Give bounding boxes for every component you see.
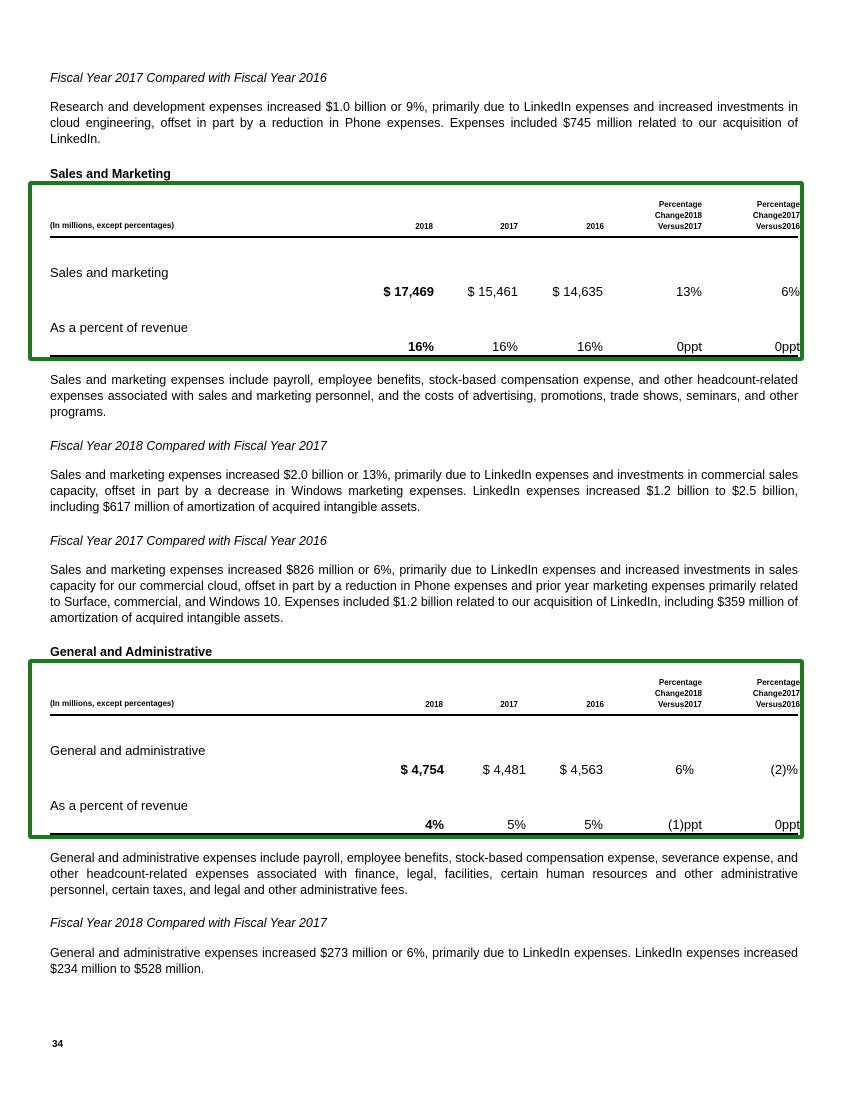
cell-sm-2017: $ 15,461 bbox=[467, 284, 518, 299]
cell-sm-change-17: 6% bbox=[781, 284, 800, 299]
ga-table bbox=[28, 659, 804, 839]
cell-pct-2018: 4% bbox=[425, 817, 444, 832]
col-2018: 2018 bbox=[425, 700, 443, 709]
table-header-label: (In millions, except percentages) bbox=[50, 221, 175, 230]
cell-pct-2017: 5% bbox=[507, 817, 526, 832]
cell-pct-2016: 5% bbox=[584, 817, 603, 832]
ga-heading: General and Administrative bbox=[50, 645, 213, 659]
col-2016: 2016 bbox=[586, 700, 604, 709]
cell-pct-change-17: 0ppt bbox=[774, 817, 800, 832]
row-label-percent-revenue: As a percent of revenue bbox=[50, 320, 189, 335]
page-number: 34 bbox=[52, 1039, 64, 1050]
ga-fy18-paragraph: General and administrative expenses increased $273 million or 6%, primarily due to LinkedIn expenses. LinkedIn expenses increased $234 million to $528 million. bbox=[50, 946, 798, 976]
cell-pct-2017: 16% bbox=[491, 339, 518, 354]
cell-ga-2016: $ 4,563 bbox=[559, 762, 603, 777]
rd-fy17-paragraph: Research and development expenses increased $1.0 billion or 9%, primarily due to LinkedIn expenses and increased investments in cloud engineering, offset in part by a reduction in Phone expenses. Expenses included $745 million related to our acquisition of LinkedIn. bbox=[50, 100, 798, 146]
col-2016: 2016 bbox=[586, 222, 604, 231]
col-2017: 2017 bbox=[500, 222, 518, 231]
header-rule bbox=[50, 236, 798, 238]
col-pct-change-18-17: Percentage Change2018 Versus2017 bbox=[654, 678, 702, 709]
col-pct-change-17-16: Percentage Change2017 Versus2016 bbox=[752, 200, 800, 231]
cell-ga-2018: $ 4,754 bbox=[400, 762, 444, 777]
sales-marketing-table bbox=[28, 181, 804, 361]
col-2017: 2017 bbox=[500, 700, 518, 709]
sm-fy18-paragraph: Sales and marketing expenses increased $2.0 billion or 13%, primarily due to LinkedIn expenses and investments in commercial sales capacity, offset in part by a decrease in Windows marketing expenses. LinkedIn expenses increased $1.2 billion to $2.5 billion, including $617 million of amortization of acquired intangible assets. bbox=[50, 468, 798, 514]
cell-pct-2016: 16% bbox=[576, 339, 603, 354]
col-pct-change-17-16: Percentage Change2017 Versus2016 bbox=[752, 678, 800, 709]
row-label-sales-marketing: Sales and marketing bbox=[50, 265, 169, 280]
cell-ga-2017: $ 4,481 bbox=[482, 762, 526, 777]
col-2018: 2018 bbox=[415, 222, 433, 231]
row-label-general-admin: General and administrative bbox=[50, 743, 206, 758]
cell-pct-change-18: (1)ppt bbox=[668, 817, 702, 832]
cell-ga-change-17: (2)% bbox=[770, 762, 798, 777]
table-header-label: (In millions, except percentages) bbox=[50, 699, 175, 708]
sm-description: Sales and marketing expenses include payroll, employee benefits, stock-based compensation expense, and other headcount-related expenses associated with sales and marketing personnel, and the costs of advertising, promotions, trade shows, seminars, and other programs. bbox=[50, 373, 798, 419]
cell-ga-change-18: 6% bbox=[675, 762, 694, 777]
sm-fy17-heading: Fiscal Year 2017 Compared with Fiscal Year 2016 bbox=[50, 534, 327, 548]
sm-fy18-heading: Fiscal Year 2018 Compared with Fiscal Year 2017 bbox=[50, 439, 327, 453]
cell-pct-change-17: 0ppt bbox=[774, 339, 800, 354]
sales-marketing-heading: Sales and Marketing bbox=[50, 167, 171, 181]
sm-fy17-paragraph: Sales and marketing expenses increased $826 million or 6%, primarily due to LinkedIn expenses and increased investments in sales capacity for our commercial cloud, offset in part by a reduction in Phone expenses and prior year marketing expenses primarily related to Surface, commercial, and Windows 10. Expenses included $1.2 billion related to our acquisition of LinkedIn, including $359 million of amortization of acquired intangible assets. bbox=[50, 563, 798, 625]
ga-description: General and administrative expenses include payroll, employee benefits, stock-based compensation expense, severance expense, and other headcount-related expenses associated with finance, legal, facilities, certain human resources and other administrative personnel, certain taxes, and legal and other administrative fees. bbox=[50, 851, 798, 897]
cell-sm-change-18: 13% bbox=[675, 284, 702, 299]
cell-pct-2018: 16% bbox=[407, 339, 434, 354]
cell-pct-change-18: 0ppt bbox=[676, 339, 702, 354]
header-rule bbox=[50, 714, 798, 716]
ga-fy18-heading: Fiscal Year 2018 Compared with Fiscal Year 2017 bbox=[50, 916, 327, 930]
table-bottom-rule bbox=[50, 355, 798, 357]
col-pct-change-18-17: Percentage Change2018 Versus2017 bbox=[654, 200, 702, 231]
cell-sm-2018: $ 17,469 bbox=[383, 284, 434, 299]
row-label-percent-revenue: As a percent of revenue bbox=[50, 798, 189, 813]
cell-sm-2016: $ 14,635 bbox=[552, 284, 603, 299]
table-bottom-rule bbox=[50, 833, 798, 835]
rd-fy17-heading: Fiscal Year 2017 Compared with Fiscal Year 2016 bbox=[50, 71, 327, 85]
